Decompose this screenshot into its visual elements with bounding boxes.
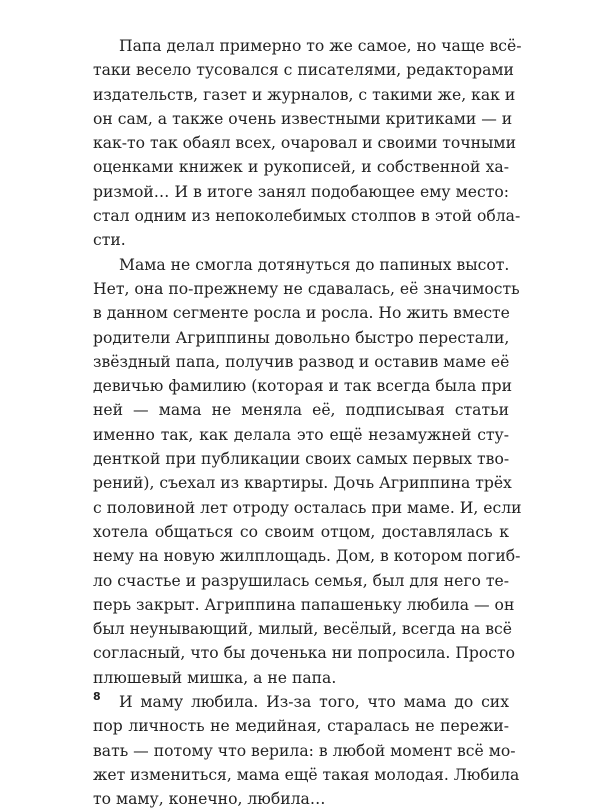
- text-line: жет измениться, мама ещё такая молодая. Любила: [93, 765, 520, 784]
- text-line: денткой при публикации своих самых первых тво-: [93, 450, 510, 469]
- text-line: рений), съехал из квартиры. Дочь Агриппина трёх: [93, 474, 512, 493]
- text-line: то маму, конечно, любила…: [93, 790, 326, 809]
- text-line: в данном сегменте росла и росла. Но жить вместе: [93, 304, 510, 323]
- text-line: родители Агриппины довольно быстро перестали,: [93, 328, 510, 347]
- text-line: таки весело тусовался с писателями, редакторами: [93, 61, 514, 80]
- text-line: девичью фамилию (которая и так всегда была при: [93, 377, 512, 396]
- text-line: Папа делал примерно то же самое, но чаще всё-: [119, 37, 522, 55]
- text-line: был неунывающий, милый, весёлый, всегда на всё: [93, 620, 513, 639]
- text-line: хотела общаться со своим отцом, доставлялась к: [93, 522, 509, 541]
- paragraph: [93, 34, 522, 253]
- text-line: ней — мама не меняла её, подписывая статьи: [93, 401, 509, 420]
- text-line: Мама не смогла дотянуться до папиных высот.: [119, 255, 510, 274]
- text-line: вать — потому что верила: в любой момент всё мо-: [93, 741, 516, 760]
- paragraph: [93, 690, 520, 811]
- text-line: ризмой… И в итоге занял подобающее ему место:: [93, 182, 509, 201]
- page-body: [93, 34, 522, 812]
- paragraph: [93, 253, 522, 690]
- text-line: именно так, как делала это ещё незамужней сту-: [93, 425, 509, 444]
- text-line: И маму любила. Из-за того, что мама до сих: [119, 693, 509, 712]
- text-line: сти.: [93, 231, 126, 250]
- text-line: пор личность не медийная, старалась не пережи-: [93, 717, 509, 736]
- text-line: он сам, а также очень известными критиками — и: [93, 109, 513, 128]
- text-line: с половиной лет отроду осталась при маме. И, если: [93, 498, 522, 517]
- text-line: издательств, газет и журналов, с такими же, как и: [93, 85, 516, 104]
- text-line: звёздный папа, получив развод и оставив маме её: [93, 352, 510, 371]
- text-line: согласный, что бы доченька ни попросила. Просто: [93, 644, 516, 663]
- text-line: нему на новую жилплощадь. Дом, в котором погиб-: [93, 547, 521, 566]
- text-line: Нет, она по-прежнему не сдавалась, её значимость: [93, 279, 520, 298]
- text-line: перь закрыт. Агриппина папашеньку любила — он: [93, 595, 515, 614]
- text-line: оценками книжек и рукописей, и собственной ха-: [93, 158, 509, 177]
- page-number: 8: [93, 690, 101, 703]
- text-line: плюшевый мишка, а не папа.: [93, 668, 337, 687]
- text-line: ло счастье и разрушилась семья, был для него те-: [93, 571, 509, 590]
- text-line: как-то так обаял всех, очаровал и своими точными: [93, 134, 516, 153]
- text-line: стал одним из непоколебимых столпов в этой обла-: [93, 207, 521, 226]
